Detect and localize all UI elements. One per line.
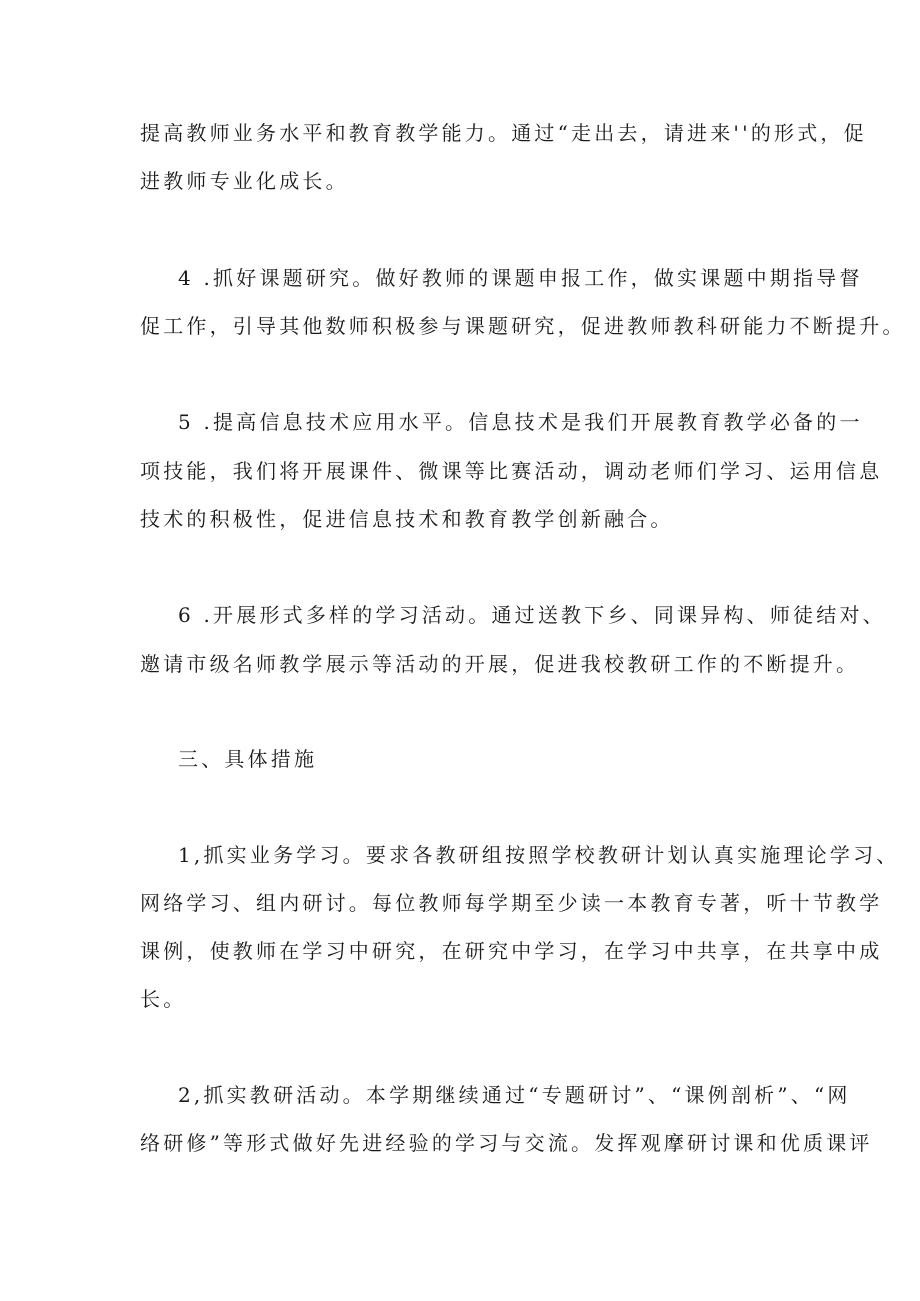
paragraph-line: 2,抓实教研活动。本学期继续通过“专题研讨”、“课例剖析”、“网 bbox=[178, 1083, 851, 1107]
paragraph-line: 5 .提高信息技术应用水平。信息技术是我们开展教育教学必备的一 bbox=[178, 410, 863, 434]
section-heading: 三、具体措施 bbox=[178, 747, 318, 771]
paragraph-line: 技术的积极性，促进信息技术和教育教学创新融合。 bbox=[140, 507, 674, 531]
paragraph-line: 提高教师业务水平和教育教学能力。通过“走出去，请进来''的形式，促 bbox=[140, 121, 867, 145]
paragraph-line: 网络学习、组内研讨。每位教师每学期至少读一本教育专著，听十节教学 bbox=[140, 891, 883, 915]
paragraph-line: 6 .开展形式多样的学习活动。通过送教下乡、同课异构、师徒结对、 bbox=[178, 603, 886, 627]
paragraph-line: 邀请市级名师教学展示等活动的开展，促进我校教研工作的不断提升。 bbox=[140, 652, 860, 676]
paragraph-line: 4 .抓好课题研究。做好教师的课题申报工作，做实课题中期指导督 bbox=[178, 266, 863, 290]
paragraph-line: 长。 bbox=[140, 987, 187, 1011]
paragraph-line: 1,抓实业务学习。要求各教研组按照学校教研计划认真实施理论学习、 bbox=[178, 843, 900, 867]
paragraph-line: 促工作，引导其他数师积极参与课题研究，促进教师教科研能力不断提升。 bbox=[140, 314, 906, 338]
paragraph-line: 络研修”等形式做好先进经验的学习与交流。发挥观摩研讨课和优质课评 bbox=[140, 1131, 873, 1155]
paragraph-line: 课例，使教师在学习中研究，在研究中学习，在学习中共享，在共享中成 bbox=[140, 939, 883, 963]
paragraph-line: 项技能，我们将开展课件、微课等比赛活动，调动老师们学习、运用信息 bbox=[140, 459, 883, 483]
paragraph-line: 进教师专业化成长。 bbox=[140, 169, 349, 193]
